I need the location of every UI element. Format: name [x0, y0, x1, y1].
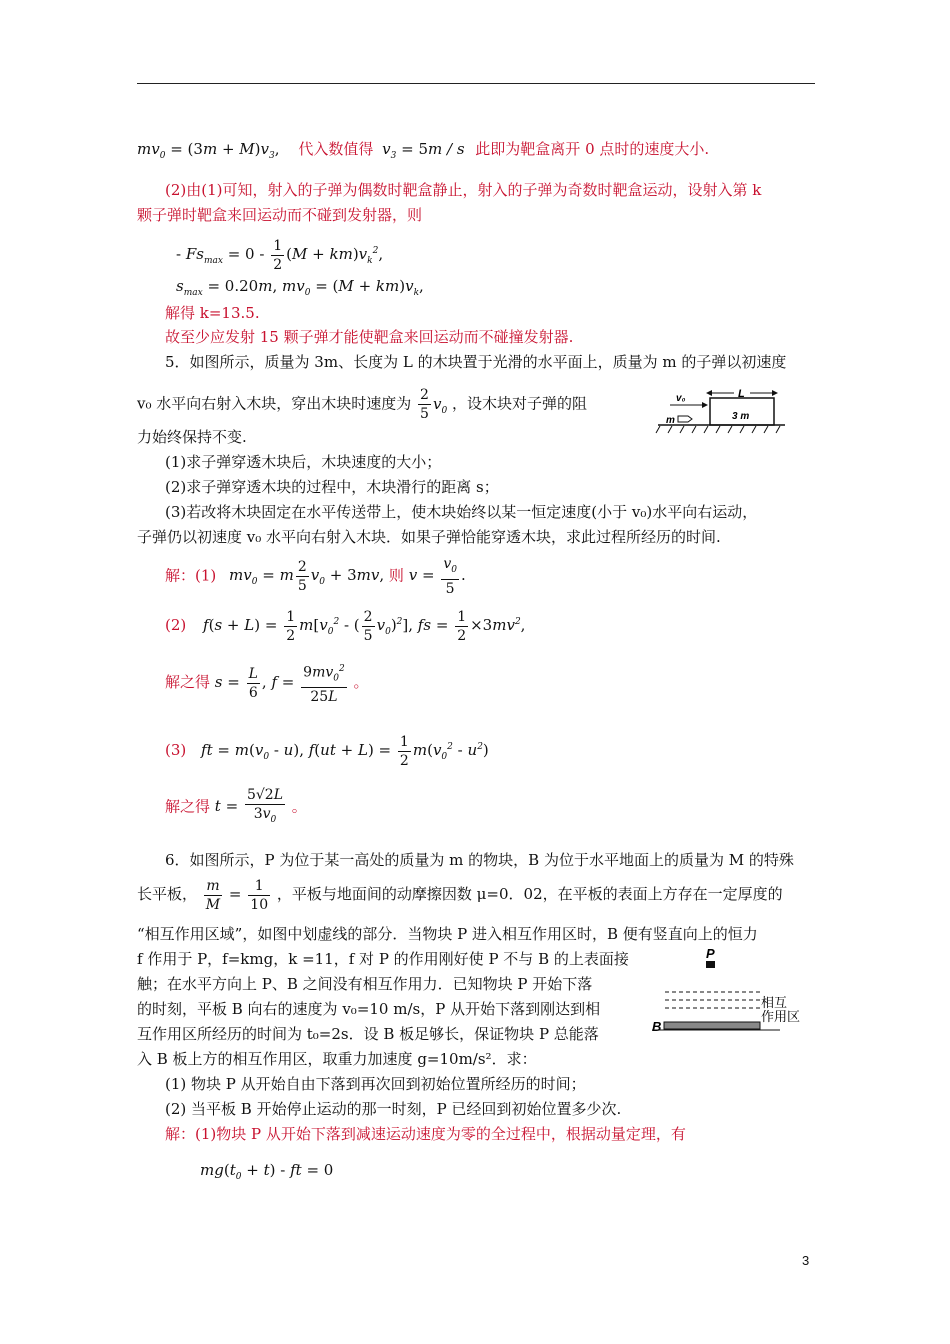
velocity-label: v₀	[676, 393, 686, 404]
block-mass-label: 3 m	[732, 411, 750, 422]
q6-line5: 触；在水平方向上 P、B 之间没有相互作用力．已知物块 P 开始下落	[137, 975, 593, 993]
page-number: 3	[802, 1253, 810, 1268]
energy-equation: - $Fs_{max} = 0$ - $\frac{1}{2}$ $(M + km)v_k^2$,	[176, 237, 384, 273]
bullet-shape	[678, 416, 692, 422]
q6-figure	[650, 945, 810, 1035]
part2-line2: 颗子弹时靶盒来回运动而不碰到发射器，则	[137, 206, 423, 224]
q5-sub1: (1)求子弹穿透木块后，木块速度的大小；	[165, 453, 442, 471]
block-p-label: P	[706, 946, 715, 961]
q5-solution-1: 解：(1) $mv_0 = m$ $\frac{2}{5}$ $v_0 + 3mv$, 则 v = $\frac{v_0}{5}$ .	[165, 556, 466, 597]
zone-label-1: 相互	[761, 995, 788, 1010]
q6-line7: 互作用区所经历的时间为 t₀=2s．设 B 板足够长，保证物块 P 总能落	[137, 1025, 599, 1043]
substitute-label: 代入数值得	[298, 140, 374, 158]
q6-impulse-equation: $mg(t_0 + t)$ - ft = 0	[200, 1161, 334, 1182]
q5-figure	[650, 388, 790, 438]
q5-line2: v₀ 水平向右射入木块，穿出木块时速度为 $\frac{2}{5}$ $v_0$ ，设木块对子弹的阻	[137, 387, 587, 422]
q5-solution-3-result: 解之得 t = $\frac{5√2L}{3v_0}$ 。	[165, 787, 307, 825]
header-rule	[137, 83, 815, 84]
block-p	[706, 961, 715, 968]
q5-line1: 5．如图所示，质量为 3m、长度为 L 的木块置于光滑的水平面上，质量为 m 的子弹以初速度	[165, 353, 787, 371]
plate-b-label: B	[652, 1019, 662, 1034]
speed-note: 此即为靶盒离开 0 点时的速度大小.	[475, 140, 710, 158]
bullet-mass-label: m	[666, 415, 675, 426]
q6-line8: 入 B 板上方的相互作用区，取重力加速度 g=10m/s²．求：	[137, 1050, 537, 1068]
q5-sub2: (2)求子弹穿透木块的过程中，木块滑行的距离 s；	[165, 478, 499, 496]
q6-line2: 长平板， $\frac{m}{M}$ = $\frac{1}{10}$ ，平板与地面间的动摩擦因数 μ=0．02，在平板的表面上方存在一定厚度的	[137, 877, 783, 913]
q5-sub3a: (3)若改将木块固定在水平传送带上，使木块始终以某一恒定速度(小于 v₀)水平向右运动，	[165, 503, 758, 521]
solve-k: 解得 k=13.5.	[165, 304, 260, 322]
q6-sub2: (2) 当平板 B 开始停止运动的那一时刻，P 已经回到初始位置多少次.	[165, 1100, 622, 1118]
q5-solution-3: (3) ft = $m(v_0 - u)$, f(ut + L) = $\frac{1}{2}$ $m(v_0^2 - u^2)$	[165, 733, 489, 769]
part2-line1: (2)由(1)可知，射入的子弹为偶数时靶盒静止，射入的子弹为奇数时靶盒运动，设射入第 k	[165, 181, 762, 199]
q6-line1: 6．如图所示，P 为位于某一高处的质量为 m 的物块，B 为位于水平地面上的质量为 M 的特殊	[165, 851, 794, 869]
plate-b	[664, 1022, 760, 1029]
q5-solution-2-result: 解之得 s = $\frac{L}{6}$ , f = $\frac{9mv_0^2}{25L}$ 。	[165, 660, 369, 706]
q6-sub1: (1) 物块 P 从开始自由下落到再次回到初始位置所经历的时间；	[165, 1075, 586, 1093]
conclusion: 故至少应发射 15 颗子弹才能使靶盒来回运动而不碰撞发射器.	[165, 328, 574, 346]
q5-solution-2: (2) f(s + L) = $\frac{1}{2}$ $m[v_0^2$ - ( $\frac{2}{5}$ $v_0)^2$], fs = $\frac{1}{2}$ $\times 3mv^2$,	[165, 608, 526, 644]
q5-line3: 力始终保持不变.	[137, 428, 247, 446]
momentum-equation-line: $mv_0 = (3m + M)v_3$, 代入数值得 $v_3 = 5m / s$ 此即为靶盒离开 0 点时的速度大小.	[137, 140, 710, 161]
length-label: L	[738, 388, 745, 400]
q6-line3: “相互作用区域”，如图中划虚线的部分．当物块 P 进入相互作用区时，B 便有竖直向上的恒力	[137, 925, 758, 943]
q6-line4: f 作用于 P，f=kmg，k =11，f 对 P 的作用刚好使 P 不与 B 的上表面接	[137, 950, 629, 968]
q5-sub3b: 子弹仍以初速度 v₀ 水平向右射入木块．如果子弹恰能穿透木块，求此过程所经历的时间.	[137, 528, 721, 546]
q6-line6: 的时刻，平板 B 向右的速度为 v₀=10 m/s，P 从开始下落到刚达到相	[137, 1000, 601, 1018]
q6-solution-1: 解：(1)物块 P 从开始下落到减速运动速度为零的全过程中，根据动量定理，有	[165, 1125, 686, 1143]
zone-label-2: 作用区	[761, 1009, 801, 1024]
smax-equation: $s_{max} = 0.20m$, $mv_0 = (M + km)v_k$,	[176, 277, 424, 298]
